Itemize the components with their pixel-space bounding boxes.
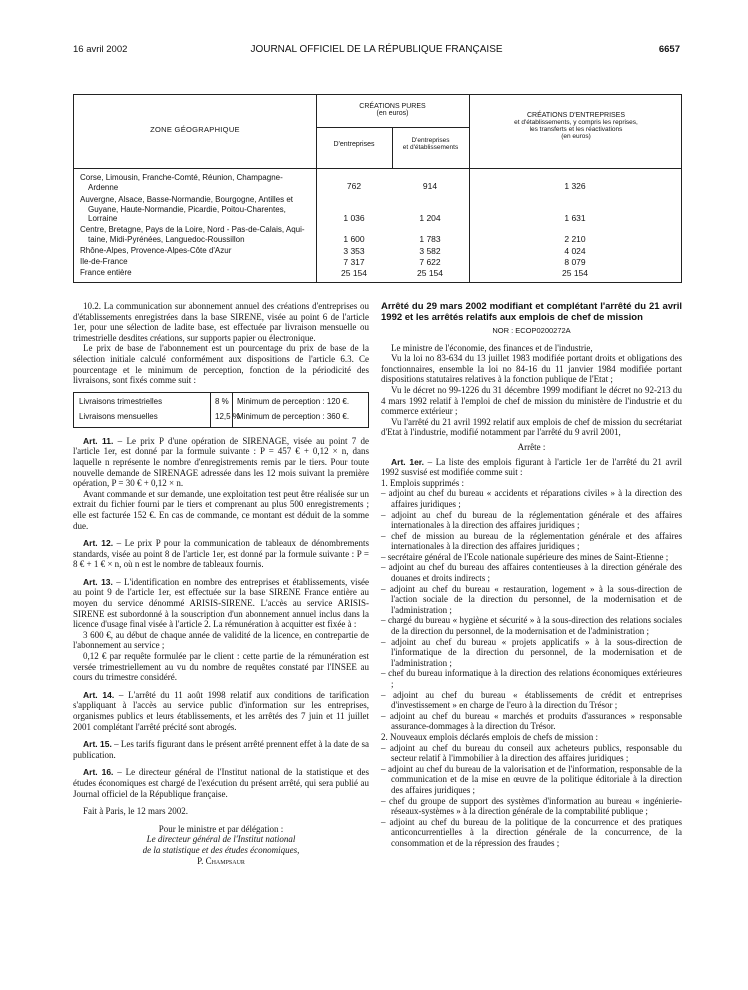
row-6-etablissements: 25 154 bbox=[417, 268, 443, 278]
suppressed-list bbox=[381, 488, 682, 732]
rate-percent: 8 % bbox=[215, 396, 229, 406]
row-6-entreprises: 25 154 bbox=[341, 268, 367, 278]
article-16: Art. 16. – Le directeur général de l'Institut national de la statistique et des études économiques est chargé de l'exécution du présent arrêté, qui sera publié au Journal officiel de la République française. bbox=[73, 767, 369, 799]
list-item: – adjoint au chef du bureau de la politique de la concurrence et des pratiques anticoncurrentielles à la direction générale de la concurrence, de la consommation et de la répression des fraudes ; bbox=[381, 816, 682, 848]
row-1-label: Corse, Limousin, Franche-Comté, Réunion, Champagne- Ardenne bbox=[80, 173, 283, 192]
section-suppressed: 1. Emplois supprimés : bbox=[381, 477, 464, 488]
right-column bbox=[381, 301, 682, 849]
paragraph: Le prix de base de l'abonnement est un pourcentage du prix de base de la sélection initiale calculé conformément aux dispositions de l'article 6.3. Ce pourcentage et le minimum de perception, fonction de la périodicité des livraisons, sont fixés comme suit : bbox=[73, 343, 369, 386]
row-3-entreprises: 1 600 bbox=[343, 234, 365, 244]
row-2-entreprises: 1 036 bbox=[343, 213, 365, 223]
zone-header: ZONE GÉOGRAPHIQUE bbox=[150, 125, 240, 134]
row-5-creations: 8 079 bbox=[564, 257, 586, 267]
list-item: – adjoint au chef du bureau « restauration, logement » à la sous-direction de l'action sociale de la direction du personnel, de la modernisation et de l'administration ; bbox=[381, 583, 682, 615]
article-14: Art. 14. – L'arrêté du 11 août 1998 relatif aux conditions de tarification s'appliquant à l'accès au service public d'information sur les entreprises, organismes publics et leurs établissements, et les arrêtés des 7 juin et 11 juillet 2001 complétant l'arrêté précité sont abrogés. bbox=[73, 689, 369, 732]
list-item: – chef du bureau informatique à la direction des relations économiques extérieures ; bbox=[381, 668, 682, 689]
paragraph: 0,12 € par requête formulée par le client : cette partie de la rémunération est versée trimestriellement au vu du nombre de requêtes constaté par l'INSEE au cours du trimestre considéré. bbox=[73, 651, 369, 683]
row-1-etablissements: 914 bbox=[422, 181, 438, 191]
rate-minimum: Minimum de perception : 360 €. bbox=[237, 411, 350, 421]
row-5-label: Ile-de-France bbox=[80, 257, 128, 266]
list-item: – adjoint au chef du bureau « marchés et produits d'assurances » responsable assurance-dommages à la direction du Trésor. bbox=[381, 710, 682, 732]
list-item: – adjoint au chef du bureau du conseil aux acheteurs publics, responsable du secteur relatif à l'immobilier à la direction des affaires juridiques ; bbox=[381, 742, 682, 764]
rate-label: Livraisons trimestrielles bbox=[79, 396, 163, 406]
paragraph: 10.2. La communication sur abonnement annuel des créations d'entreprises ou d'établissements enregistrées dans la base SIRENE, visée au point 6 de l'article 1er, pour une sélection de ladite base, est effectuée par livraison mensuelle ou trimestrielle desdites créations, sur supports papier ou électronique. bbox=[73, 301, 369, 343]
sub-header-entreprises: D'entreprises bbox=[333, 141, 375, 148]
row-3-label: Centre, Bretagne, Pays de la Loire, Nord - Pas-de-Calais, Aqui- taine, Midi-Pyrénées, Languedoc-Roussillon bbox=[80, 225, 305, 244]
nor-reference: NOR : ECOP0200272A bbox=[492, 326, 571, 335]
row-2-etablissements: 1 204 bbox=[419, 213, 441, 223]
rate-label: Livraisons mensuelles bbox=[79, 411, 158, 421]
signature-block: Pour le ministre et par délégation : Le directeur général de l'Institut national de la statistique et des études économiques, P. Champsaur bbox=[142, 823, 300, 866]
row-6-label: France entière bbox=[80, 268, 132, 277]
row-2-label: Auvergne, Alsace, Basse-Normandie, Bourgogne, Antilles et Guyane, Haute-Normandie, Picardie, Poitou-Charentes, Lorraine bbox=[80, 195, 294, 223]
page-header bbox=[73, 44, 680, 58]
rate-percent: 12,5 % bbox=[215, 411, 240, 421]
done-at: Fait à Paris, le 12 mars 2002. bbox=[83, 806, 188, 817]
row-2-creations: 1 631 bbox=[564, 213, 586, 223]
list-item: – adjoint au chef du bureau de la réglementation générale et des affaires internationales à la direction des affaires juridiques ; bbox=[381, 509, 682, 531]
sub-header-etablissements: D'entreprises et d'établissements bbox=[402, 137, 459, 151]
rate-minimum: Minimum de perception : 120 €. bbox=[237, 396, 350, 406]
list-item: – adjoint au chef du bureau « projets applicatifs » à la sous-direction de l'informatique de la direction du personnel, de la modernisation et de l'administration ; bbox=[381, 636, 682, 668]
row-4-creations: 4 024 bbox=[564, 246, 586, 256]
new-list bbox=[381, 743, 682, 849]
row-5-entreprises: 7 317 bbox=[343, 257, 365, 267]
article-1: Art. 1er. – La liste des emplois figurant à l'article 1er de l'arrêté du 21 avril 1992 susvisé est modifiée comme suit : bbox=[381, 456, 683, 478]
header-page-number: 6657 bbox=[658, 44, 680, 55]
section-new: 2. Nouveaux emplois déclarés emplois de chefs de mission : bbox=[381, 731, 598, 742]
list-item: – secrétaire général de l'Ecole nationale supérieure des mines de Saint-Etienne ; bbox=[381, 551, 669, 562]
row-5-etablissements: 7 622 bbox=[419, 257, 441, 267]
decree-title: Arrêté du 29 mars 2002 modifiant et complétant l'arrêté du 21 avril 1992 et les arrêtés relatifs aux emplois de chef de mission bbox=[381, 301, 682, 323]
list-item: – adjoint au chef du bureau « accidents et réparations civiles » à la direction des affaires juridiques ; bbox=[381, 488, 682, 509]
article-13: Art. 13. – L'identification en nombre des entreprises et établissements, visée au point 9 de l'article 1er, est effectuée sur la base SIRENE France entière au moyen du service dénommé ARISIS-SIRENE. L'accès au service ARISIS-SIRENE est subordonné à la souscription d'un abonnement annuel inclus dans la licence d'usage final visée à l'article 2. La rémunération à acquitter est fixée à : bbox=[73, 576, 369, 630]
paragraph: Vu le décret no 99-1226 du 31 décembre 1999 modifiant le décret no 92-213 du 4 mars 1992 relatif à l'emploi de chef de mission du ministère de l'industrie et du commerce extérieur ; bbox=[381, 384, 682, 417]
row-4-label: Rhône-Alpes, Provence-Alpes-Côte d'Azur bbox=[80, 246, 232, 255]
zone-tariff-table bbox=[73, 94, 682, 283]
list-item: – adjoint au chef du bureau « établissements de crédit et entreprises d'investissement » en charge de l'euro à la direction du Trésor ; bbox=[381, 689, 682, 711]
row-1-entreprises: 762 bbox=[346, 181, 362, 191]
delivery-rates-table bbox=[73, 392, 369, 428]
paragraph: Le ministre de l'économie, des finances et de l'industrie, bbox=[391, 342, 593, 353]
article-15: Art. 15. – Les tarifs figurant dans le présent arrêté prennent effet à la date de sa publication. bbox=[73, 739, 369, 760]
header-journal-title: JOURNAL OFFICIEL DE LA RÉPUBLIQUE FRANÇAISE bbox=[250, 44, 503, 55]
row-3-creations: 2 210 bbox=[564, 234, 586, 244]
list-item: – chef du groupe de support des systèmes d'information au bureau « ingénierie-réseaux-systèmes » à la direction générale de la comptabilité publique ; bbox=[381, 795, 682, 817]
row-3-etablissements: 1 783 bbox=[419, 234, 441, 244]
paragraph: Vu l'arrêté du 21 avril 1992 relatif aux emplois de chef de mission du secrétariat d'Etat à l'industrie, modifié notamment par l'arrêté du 9 avril 2001, bbox=[381, 416, 682, 438]
pures-header: CRÉATIONS PURES (en euros) bbox=[359, 103, 426, 117]
paragraph: 3 600 €, au début de chaque année de validité de la licence, en contrepartie de l'abonnement au service ; bbox=[73, 629, 369, 651]
article-11: Art. 11. – Le prix P d'une opération de SIRENAGE, visée au point 7 de l'article 1er, est donné par la formule suivante : P = 457 € + 0,12 × n, dans laquelle n représente le nombre d'enregistrements remis par le tiers. Pour toute nouvelle demande de SIRENAGE adressée dans les 12 mois suivant la première opération, P = 30 € + 0,12 × n. bbox=[73, 435, 369, 489]
article-12: Art. 12. – Le prix P pour la communication de tableaux de dénombrements standards, visée au point 8 de l'article 1er, est donné par la formule suivante : P = 8 € + 1 € × n, où n est le nombre de tableaux fournis. bbox=[73, 538, 369, 570]
paragraph: Vu la loi no 83-634 du 13 juillet 1983 modifiée portant droits et obligations des fonctionnaires, ensemble la loi no 84-16 du 11 janvier 1984 modifiée portant dispositions statutaires relatives à la fonction publique de l'Etat ; bbox=[381, 353, 682, 385]
left-column bbox=[73, 301, 369, 866]
creations-header: CRÉATIONS D'ENTREPRISES et d'établissements, y compris les reprises, les transferts et les réactivations (en euros) bbox=[514, 112, 638, 140]
list-item: – adjoint au chef du bureau des affaires contentieuses à la direction générale des douanes et droits indirects ; bbox=[381, 562, 682, 584]
row-6-creations: 25 154 bbox=[562, 268, 588, 278]
list-item: – chargé du bureau « hygiène et sécurité » à la sous-direction des relations sociales de la direction du personnel, de la modernisation et de l'administration ; bbox=[381, 615, 682, 637]
arrete-heading: Arrête : bbox=[517, 441, 546, 452]
row-4-etablissements: 3 582 bbox=[419, 246, 441, 256]
header-date: 16 avril 2002 bbox=[73, 44, 128, 55]
row-4-entreprises: 3 353 bbox=[343, 246, 365, 256]
list-item: – chef de mission au bureau de la réglementation générale et des affaires internationales à la direction des affaires juridiques ; bbox=[381, 530, 682, 552]
list-item: – adjoint au chef du bureau de la valorisation et de l'information, responsable de la communication et de la mise en œuvre de la politique éditoriale à la direction des affaires juridiques ; bbox=[381, 763, 682, 795]
row-1-creations: 1 326 bbox=[564, 181, 586, 191]
paragraph: Avant commande et sur demande, une exploitation test peut être réalisée sur un extrait du fichier fourni par le tiers et comprenant au plus 500 enregistrements ; elle est facturée 152 €. En cas de commande, ce montant est déduit de la somme due. bbox=[73, 488, 369, 531]
